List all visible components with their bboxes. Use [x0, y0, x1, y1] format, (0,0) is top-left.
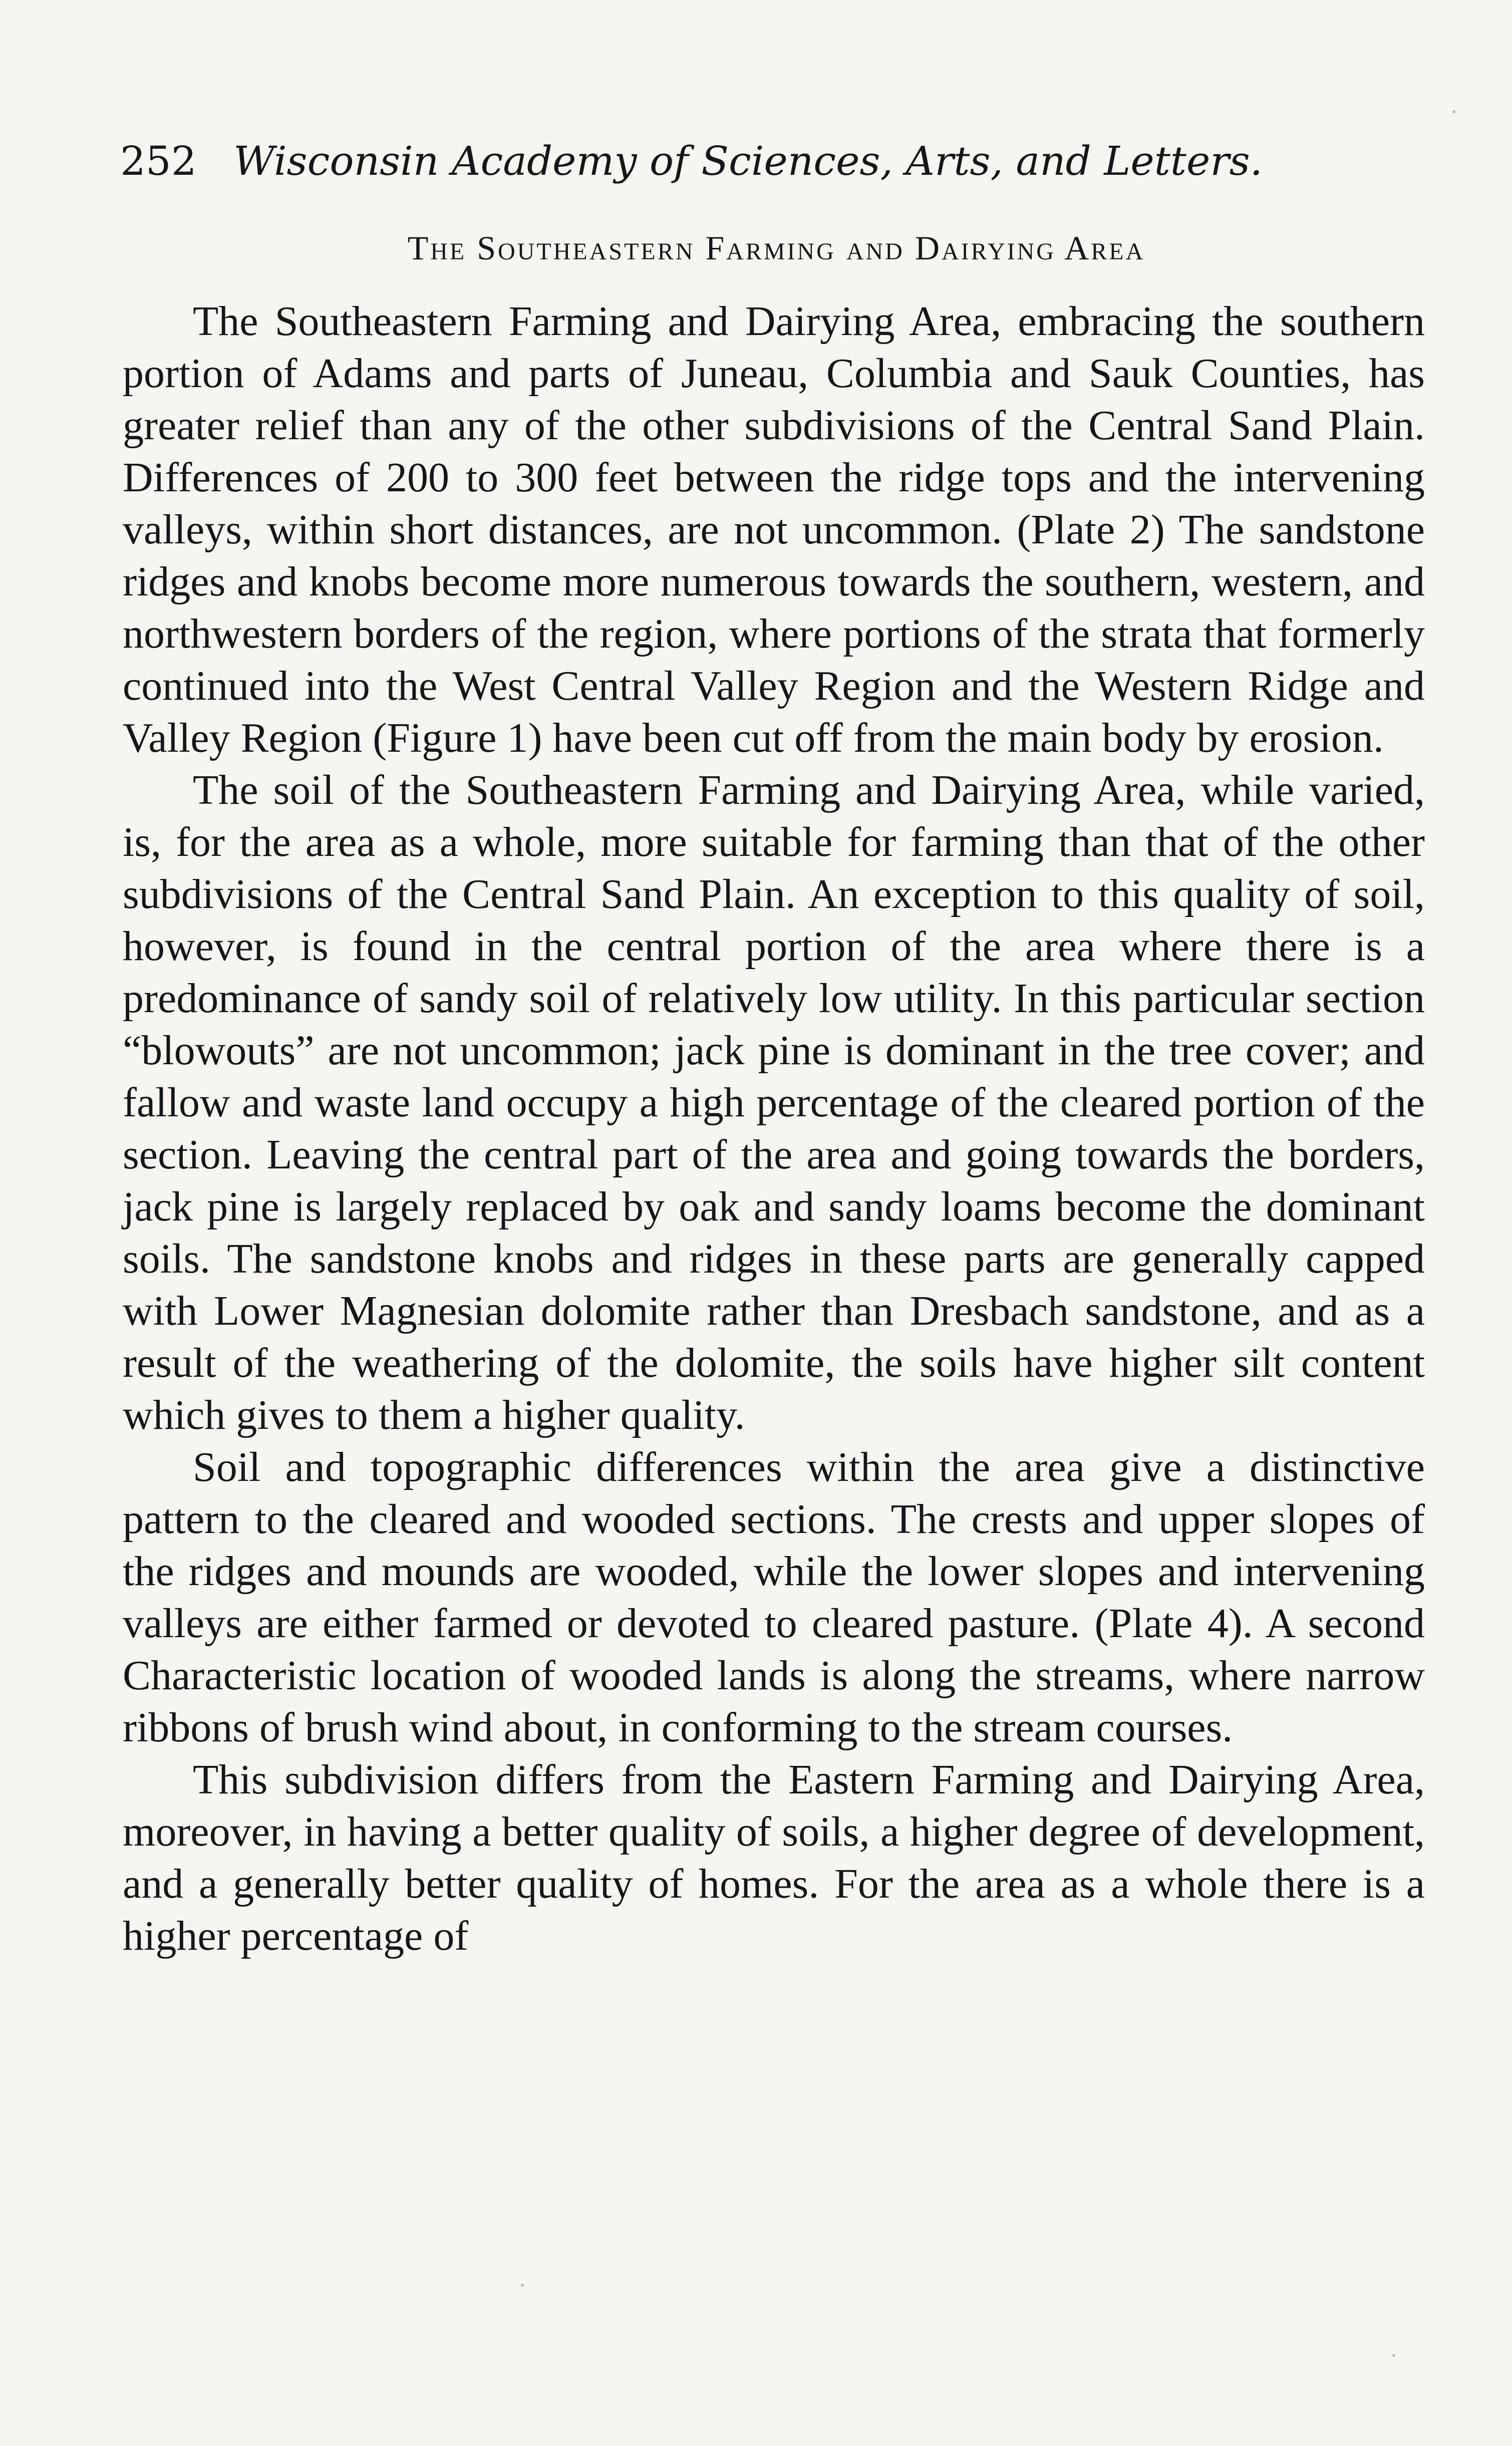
- paper-speck: [521, 2284, 524, 2287]
- paragraph: The Southeastern Farming and Dairying Area, embracing the southern portion of Adams and parts of Juneau, Columbia and Sauk Counties, has greater relief than any of the other subdivisions of the Central Sand Plain. Differences of 200 to 300 feet between the ridge tops and the intervening valleys, within short distances, are not uncommon. (Plate 2) The sandstone ridges and knobs become more numerous towards the southern, western, and northwestern borders of the region, where portions of the strata that formerly continued into the West Central Valley Region and the Western Ridge and Valley Region (Figure 1) have been cut off from the main body by erosion.: [123, 298, 1425, 761]
- paragraph: Soil and topographic differences within the area give a distinctive pattern to the cleared and wooded sections. The crests and upper slopes of the ridges and mounds are wooded, while the lower slopes and intervening valleys are either farmed or devoted to cleared pasture. (Plate 4). A second Characteristic location of wooded lands is along the streams, where narrow ribbons of brush wind about, in conforming to the stream courses.: [123, 1444, 1425, 1751]
- section-title: The Southeastern Farming and Dairying Area: [407, 229, 1145, 267]
- paper-speck: [1452, 110, 1455, 113]
- paragraph: This subdivision differs from the Eastern Farming and Dairying Area, moreover, in having a better quality of soils, a higher degree of development, and a generally better quality of homes. For the area as a whole there is a higher percentage of: [123, 1756, 1425, 1959]
- running-title: Wisconsin Academy of Sciences, Arts, and Letters.: [233, 138, 1263, 184]
- body-text: [123, 295, 1425, 1962]
- page-number: 252: [120, 138, 197, 184]
- paper-speck: [1392, 2354, 1395, 2357]
- page-header: [120, 131, 1422, 191]
- paragraph: The soil of the Southeastern Farming and Dairying Area, while varied, is, for the area as a whole, more suitable for farming than that of the other subdivisions of the Central Sand Plain. An exception to this quality of soil, however, is found in the central portion of the area where there is a predominance of sandy soil of relatively low utility. In this particular section “blowouts” are not uncommon; jack pine is dominant in the tree cover; and fallow and waste land occupy a high percentage of the cleared portion of the section. Leaving the central part of the area and going towards the borders, jack pine is largely replaced by oak and sandy loams become the dominant soils. The sandstone knobs and ridges in these parts are generally capped with Lower Magnesian dolomite rather than Dresbach sandstone, and as a result of the weathering of the dolomite, the soils have higher silt content which gives to them a higher quality.: [123, 767, 1425, 1438]
